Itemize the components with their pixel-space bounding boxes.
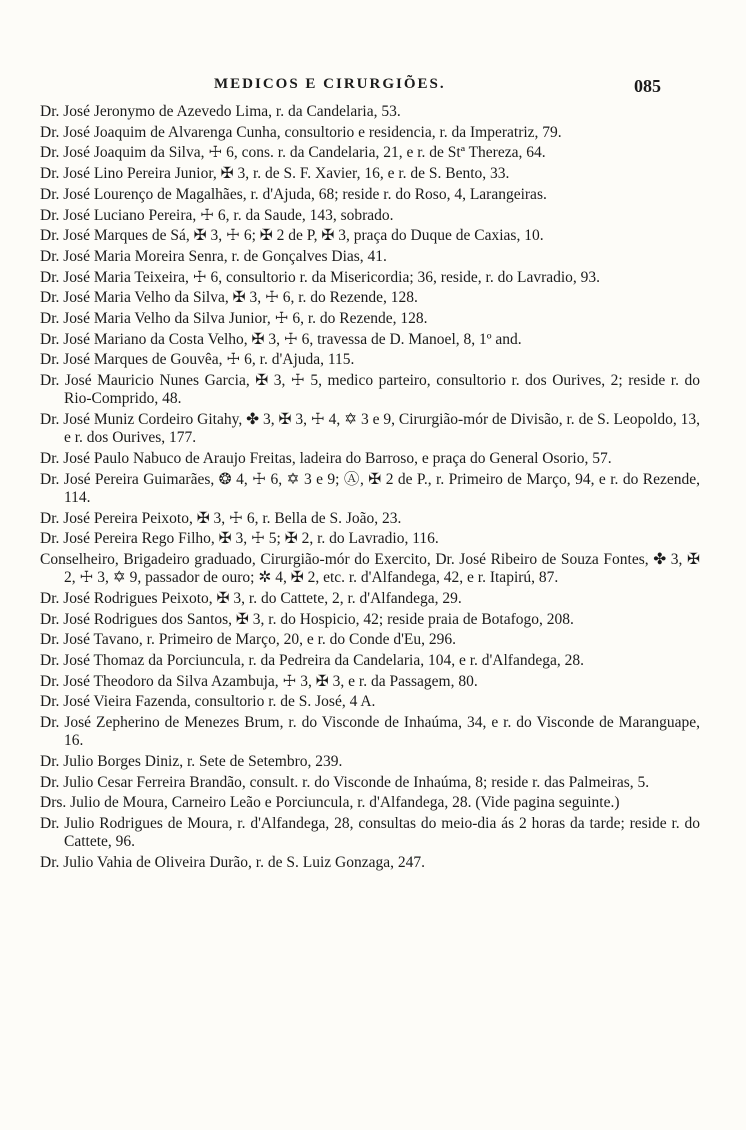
list-item: Dr. José Pereira Guimarães, ❂ 4, ☩ 6, ✡ 3 e 9; Ⓐ, ✠ 2 de P., r. Primeiro de Março, 94, e r. do Rezende, 114.	[40, 470, 700, 506]
list-item: Dr. José Vieira Fazenda, consultorio r. de S. José, 4 A.	[40, 693, 376, 711]
list-item: Dr. José Theodoro da Silva Azambuja, ☩ 3, ✠ 3, e r. da Passagem, 80.	[40, 672, 478, 690]
list-item: Dr. José Mariano da Costa Velho, ✠ 3, ☩ 6, travessa de D. Manoel, 8, 1º and.	[40, 330, 522, 348]
list-item: Dr. José Lino Pereira Junior, ✠ 3, r. de S. F. Xavier, 16, e r. de S. Bento, 33.	[40, 165, 510, 183]
list-item: Dr. José Pereira Peixoto, ✠ 3, ☩ 6, r. Bella de S. João, 23.	[40, 509, 402, 527]
list-item: Dr. Julio Rodrigues de Moura, r. d'Alfandega, 28, consultas do meio-dia ás 2 horas da tarde; reside r. do Cattete, 96.	[40, 815, 700, 851]
list-item: Dr. José Muniz Cordeiro Gitahy, ✤ 3, ✠ 3, ☩ 4, ✡ 3 e 9, Cirurgião-mór de Divisão, r. de S. Leopoldo, 13, e r. dos Ourives, 177.	[40, 411, 700, 447]
list-item: Dr. José Maria Moreira Senra, r. de Gonçalves Dias, 41.	[40, 247, 387, 265]
list-item: Dr. José Rodrigues Peixoto, ✠ 3, r. do Cattete, 2, r. d'Alfandega, 29.	[40, 589, 462, 607]
list-item: Dr. Julio Cesar Ferreira Brandão, consult. r. do Visconde de Inhaúma, 8; reside r. das Palmeiras, 5.	[40, 773, 650, 791]
list-item: Dr. José Tavano, r. Primeiro de Março, 20, e r. do Conde d'Eu, 296.	[40, 631, 456, 649]
list-item: Dr. José Maria Velho da Silva Junior, ☩ 6, r. do Rezende, 128.	[40, 310, 428, 328]
page-number: 085	[634, 76, 661, 96]
list-item: Dr. José Jeronymo de Azevedo Lima, r. da Candelaria, 53.	[40, 103, 401, 120]
list-item: Dr. José Joaquim de Alvarenga Cunha, consultorio e residencia, r. da Imperatriz, 79.	[40, 123, 562, 141]
list-item: Dr. José Zepherino de Menezes Brum, r. do Visconde de Inhaúma, 34, e r. do Visconde de Maranguape, 16.	[40, 714, 700, 750]
list-item: Dr. José Mauricio Nunes Garcia, ✠ 3, ☩ 5, medico parteiro, consultorio r. dos Ourives, 2; reside r. do Rio-Comprido, 48.	[40, 372, 700, 408]
list-item: Dr. José Marques de Gouvêa, ☩ 6, r. d'Ajuda, 115.	[40, 351, 355, 369]
list-item: Dr. José Rodrigues dos Santos, ✠ 3, r. do Hospicio, 42; reside praia de Botafogo, 208.	[40, 610, 574, 628]
list-item: Dr. José Thomaz da Porciuncula, r. da Pedreira da Candelaria, 104, e r. d'Alfandega, 28.	[40, 651, 584, 669]
list-item: Dr. José Maria Velho da Silva, ✠ 3, ☩ 6, r. do Rezende, 128.	[40, 289, 418, 307]
list-item: Drs. Julio de Moura, Carneiro Leão e Porciuncula, r. d'Alfandega, 28. (Vide pagina seguinte.)	[40, 794, 620, 812]
page-title: MEDICOS E CIRURGIÕES.	[214, 76, 446, 92]
list-item: Dr. Julio Borges Diniz, r. Sete de Setembro, 239.	[40, 753, 343, 770]
page-header	[0, 76, 746, 100]
entry-list	[40, 103, 700, 875]
list-item: Dr. José Luciano Pereira, ☩ 6, r. da Saude, 143, sobrado.	[40, 206, 394, 224]
list-item: Dr. José Maria Teixeira, ☩ 6, consultorio r. da Misericordia; 36, reside, r. do Lavradio, 93.	[40, 268, 601, 286]
list-item: Dr. José Pereira Rego Filho, ✠ 3, ☩ 5; ✠ 2, r. do Lavradio, 116.	[40, 530, 439, 548]
list-item: Dr. José Joaquim da Silva, ☩ 6, cons. r. da Candelaria, 21, e r. de Stª Thereza, 64.	[40, 144, 546, 162]
list-item: Dr. Julio Vahia de Oliveira Durão, r. de S. Luiz Gonzaga, 247.	[40, 854, 425, 872]
list-item: Dr. José Paulo Nabuco de Araujo Freitas, ladeira do Barroso, e praça do General Osorio, 57.	[40, 449, 612, 467]
list-item: Conselheiro, Brigadeiro graduado, Cirurgião-mór do Exercito, Dr. José Ribeiro de Souza Fontes, ✤ 3, ✠ 2, ☩ 3, ✡ 9, passador de ouro; ✲ 4, ✠ 2, etc. r. d'Alfandega, 42, e r. Itapirú, 87.	[40, 550, 700, 587]
list-item: Dr. José Lourenço de Magalhães, r. d'Ajuda, 68; reside r. do Roso, 4, Larangeiras.	[40, 185, 547, 203]
list-item: Dr. José Marques de Sá, ✠ 3, ☩ 6; ✠ 2 de P, ✠ 3, praça do Duque de Caxias, 10.	[40, 227, 544, 245]
